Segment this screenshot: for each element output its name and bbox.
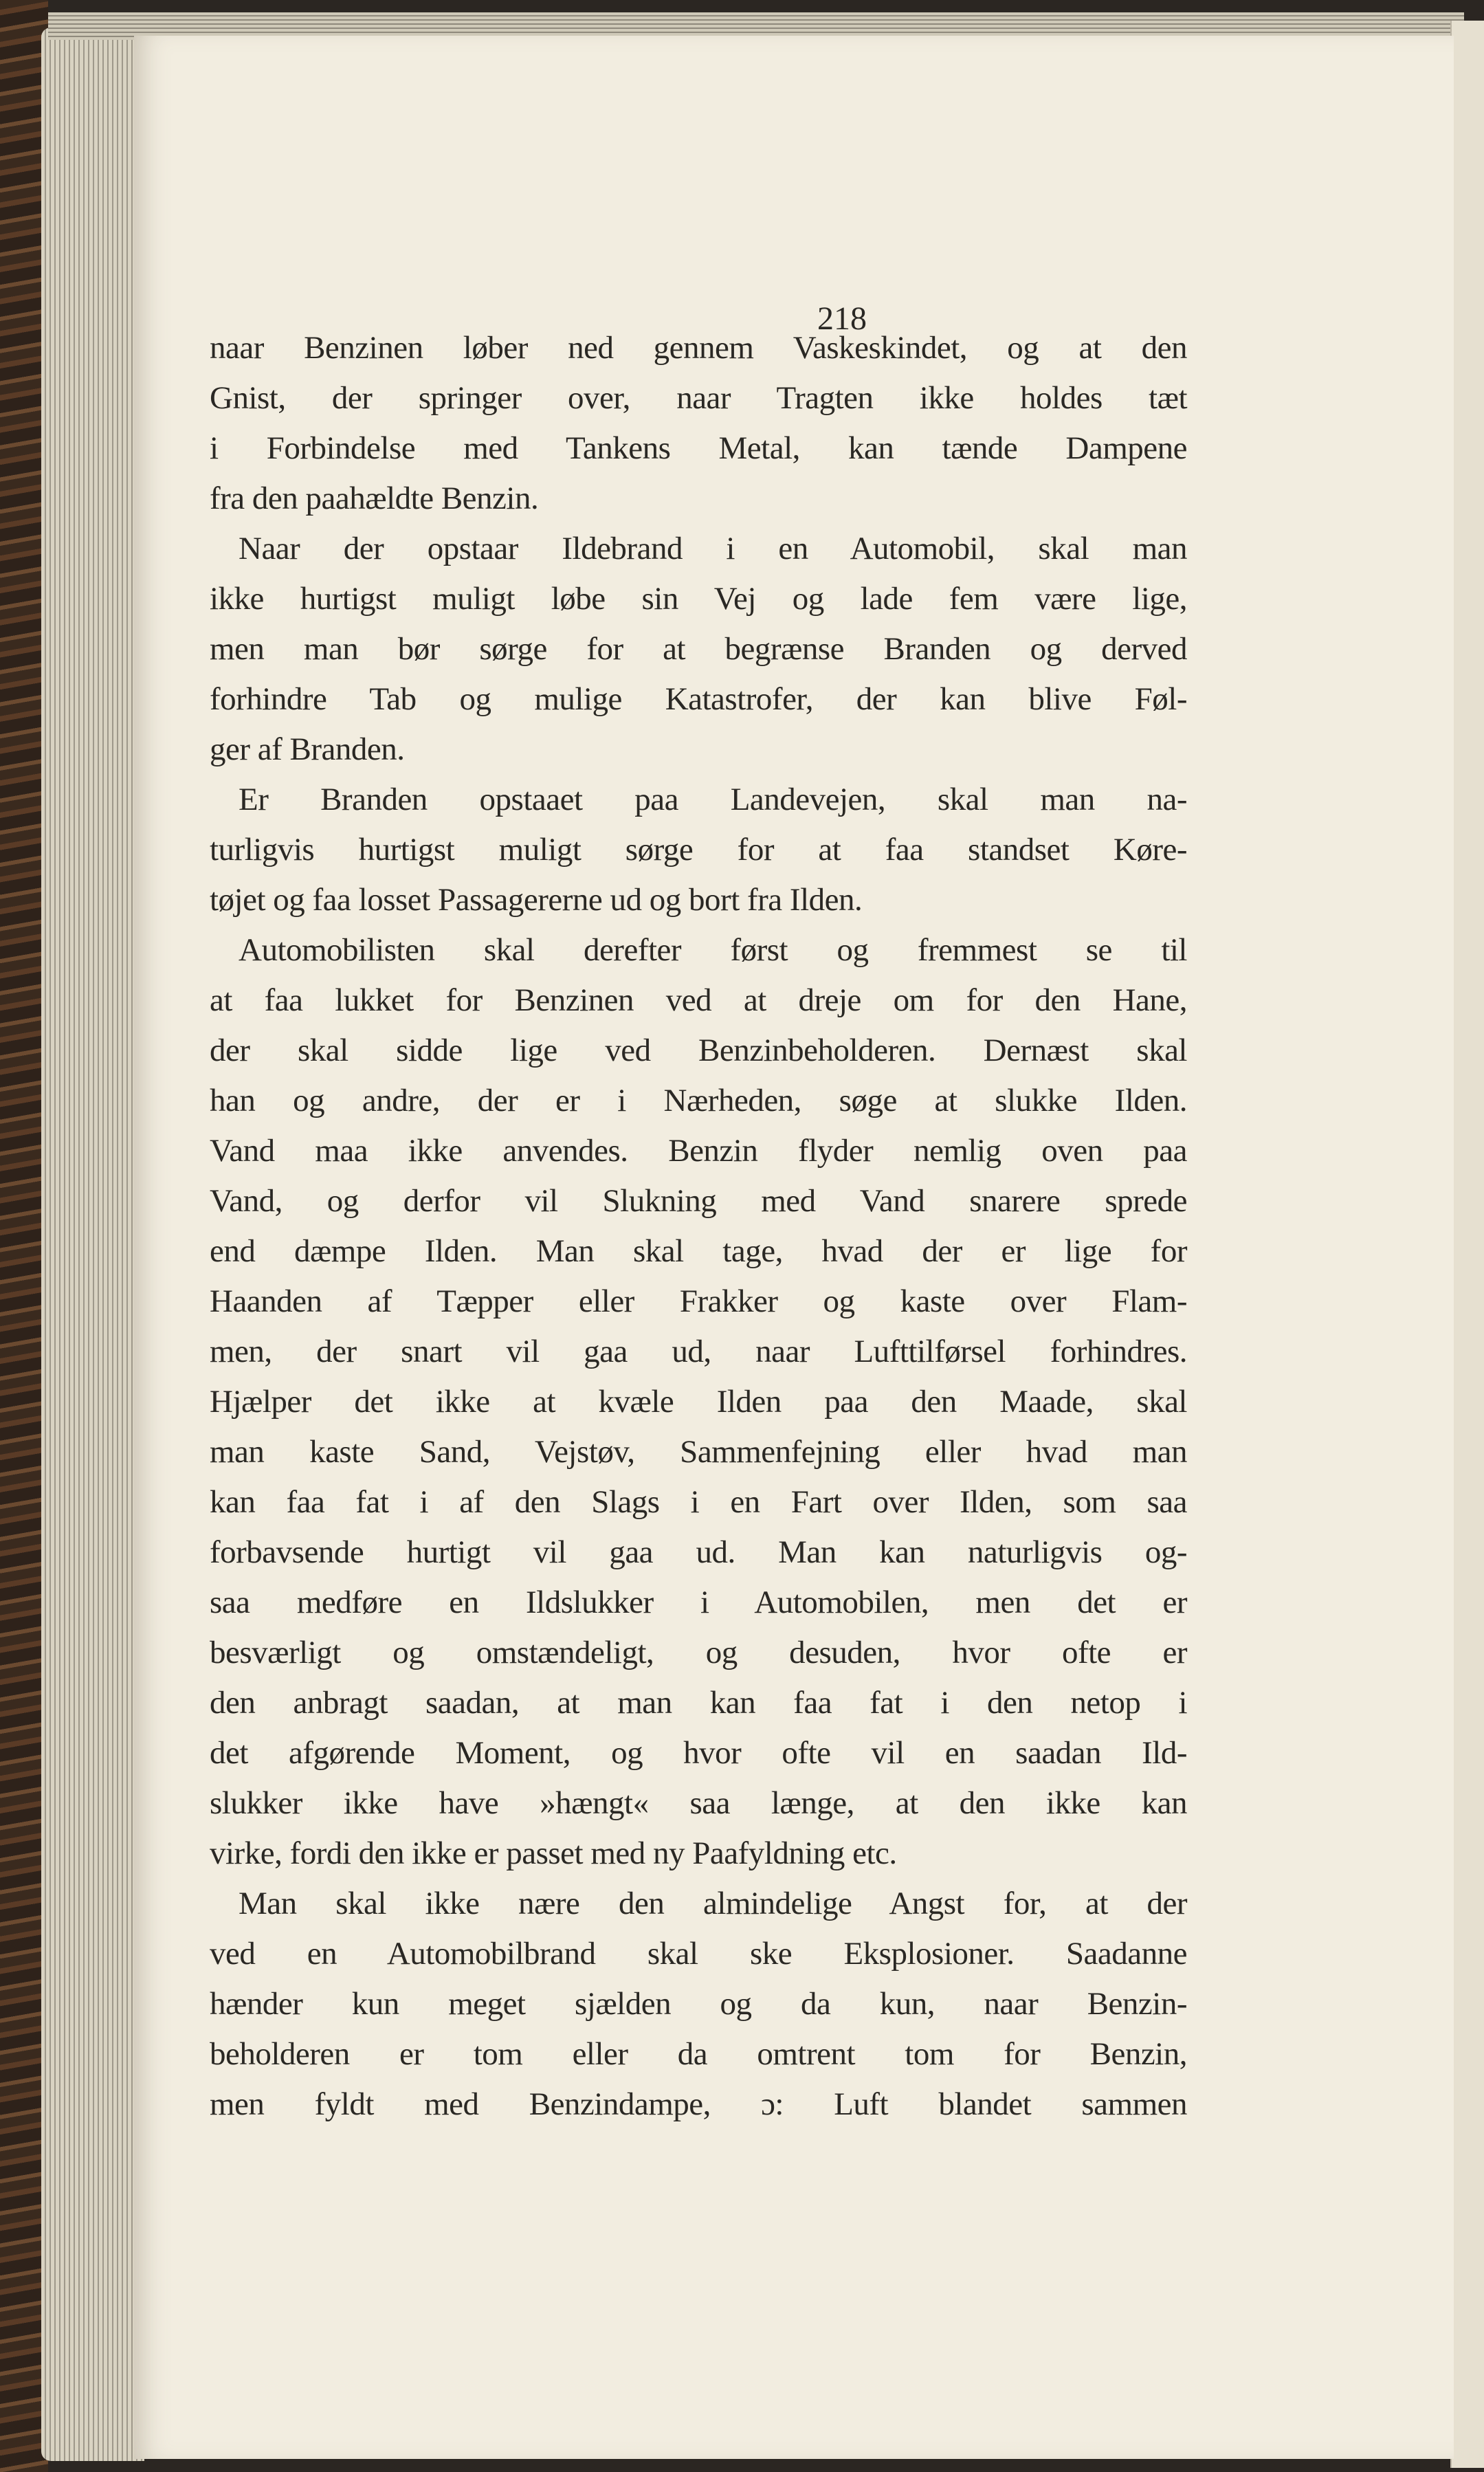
text-line: turligvis hurtigst muligt sørge for at faa standset Køre- xyxy=(210,832,1187,868)
text-line: Gnist, der springer over, naar Tragten ikke holdes tæt xyxy=(210,380,1187,416)
text-line: beholderen er tom eller da omtrent tom for Benzin, xyxy=(210,2036,1187,2072)
text-line: Hjælper det ikke at kvæle Ilden paa den Maade, skal xyxy=(210,1384,1187,1420)
text-line: saa medføre en Ildslukker i Automobilen, men det er xyxy=(210,1585,1187,1620)
text-line: det afgørende Moment, og hvor ofte vil en saadan Ild- xyxy=(210,1735,1187,1771)
text-line: han og andre, der er i Nærheden, søge at slukke Ilden. xyxy=(210,1083,1187,1118)
text-line: Er Branden opstaaet paa Landevejen, skal man na- xyxy=(239,782,1187,817)
text-line: ved en Automobilbrand skal ske Eksplosioner. Saadanne xyxy=(210,1936,1187,1972)
text-line: forhindre Tab og mulige Katastrofer, der kan blive Føl- xyxy=(210,681,1187,717)
text-line: Vand, og derfor vil Slukning med Vand snarere sprede xyxy=(210,1183,1187,1219)
text-line: hænder kun meget sjælden og da kun, naar Benzin- xyxy=(210,1986,1187,2022)
text-line: end dæmpe Ilden. Man skal tage, hvad der er lige for xyxy=(210,1233,1187,1269)
text-line: besværligt og omstændeligt, og desuden, hvor ofte er xyxy=(210,1635,1187,1670)
text-line: Naar der opstaar Ildebrand i en Automobil, skal man xyxy=(239,531,1187,566)
text-line: fra den paahældte Benzin. xyxy=(210,481,539,516)
text-line: naar Benzinen løber ned gennem Vaskeskindet, og at den xyxy=(210,330,1187,366)
page-number: 218 xyxy=(817,300,867,337)
facing-page-edge xyxy=(1450,21,1484,2468)
page-stack-edges xyxy=(41,27,144,2461)
text-line: Vand maa ikke anvendes. Benzin flyder nemlig oven paa xyxy=(210,1133,1187,1169)
text-line: i Forbindelse med Tankens Metal, kan tænde Dampene xyxy=(210,430,1187,466)
body-text xyxy=(210,323,1187,2130)
text-line: ikke hurtigst muligt løbe sin Vej og lade fem være lige, xyxy=(210,581,1187,617)
text-line: tøjet og faa losset Passagererne ud og bort fra Ilden. xyxy=(210,882,863,918)
text-line: at faa lukket for Benzinen ved at dreje om for den Hane, xyxy=(210,982,1187,1018)
text-line: man kaste Sand, Vejstøv, Sammenfejning eller hvad man xyxy=(210,1434,1187,1470)
text-line: ger af Branden. xyxy=(210,731,405,767)
text-line: slukker ikke have »hængt« saa længe, at den ikke kan xyxy=(210,1785,1187,1821)
text-line: den anbragt saadan, at man kan faa fat i den netop i xyxy=(210,1685,1187,1721)
text-line: men fyldt med Benzindampe, ɔ: Luft blandet sammen xyxy=(210,2086,1187,2122)
text-line: der skal sidde lige ved Benzinbeholderen. Dernæst skal xyxy=(210,1033,1187,1068)
text-line: men man bør sørge for at begrænse Branden og derved xyxy=(210,631,1187,667)
text-line: kan faa fat i af den Slags i en Fart over Ilden, som saa xyxy=(210,1484,1187,1520)
text-line: forbavsende hurtigt vil gaa ud. Man kan naturligvis og- xyxy=(210,1534,1187,1570)
text-line: Man skal ikke nære den almindelige Angst for, at der xyxy=(239,1886,1187,1921)
text-line: Automobilisten skal derefter først og fremmest se til xyxy=(239,932,1187,968)
text-line: virke, fordi den ikke er passet med ny Paafyldning etc. xyxy=(210,1835,897,1871)
text-line: men, der snart vil gaa ud, naar Lufttilførsel forhindres. xyxy=(210,1334,1187,1369)
text-line: Haanden af Tæpper eller Frakker og kaste over Flam- xyxy=(210,1283,1187,1319)
